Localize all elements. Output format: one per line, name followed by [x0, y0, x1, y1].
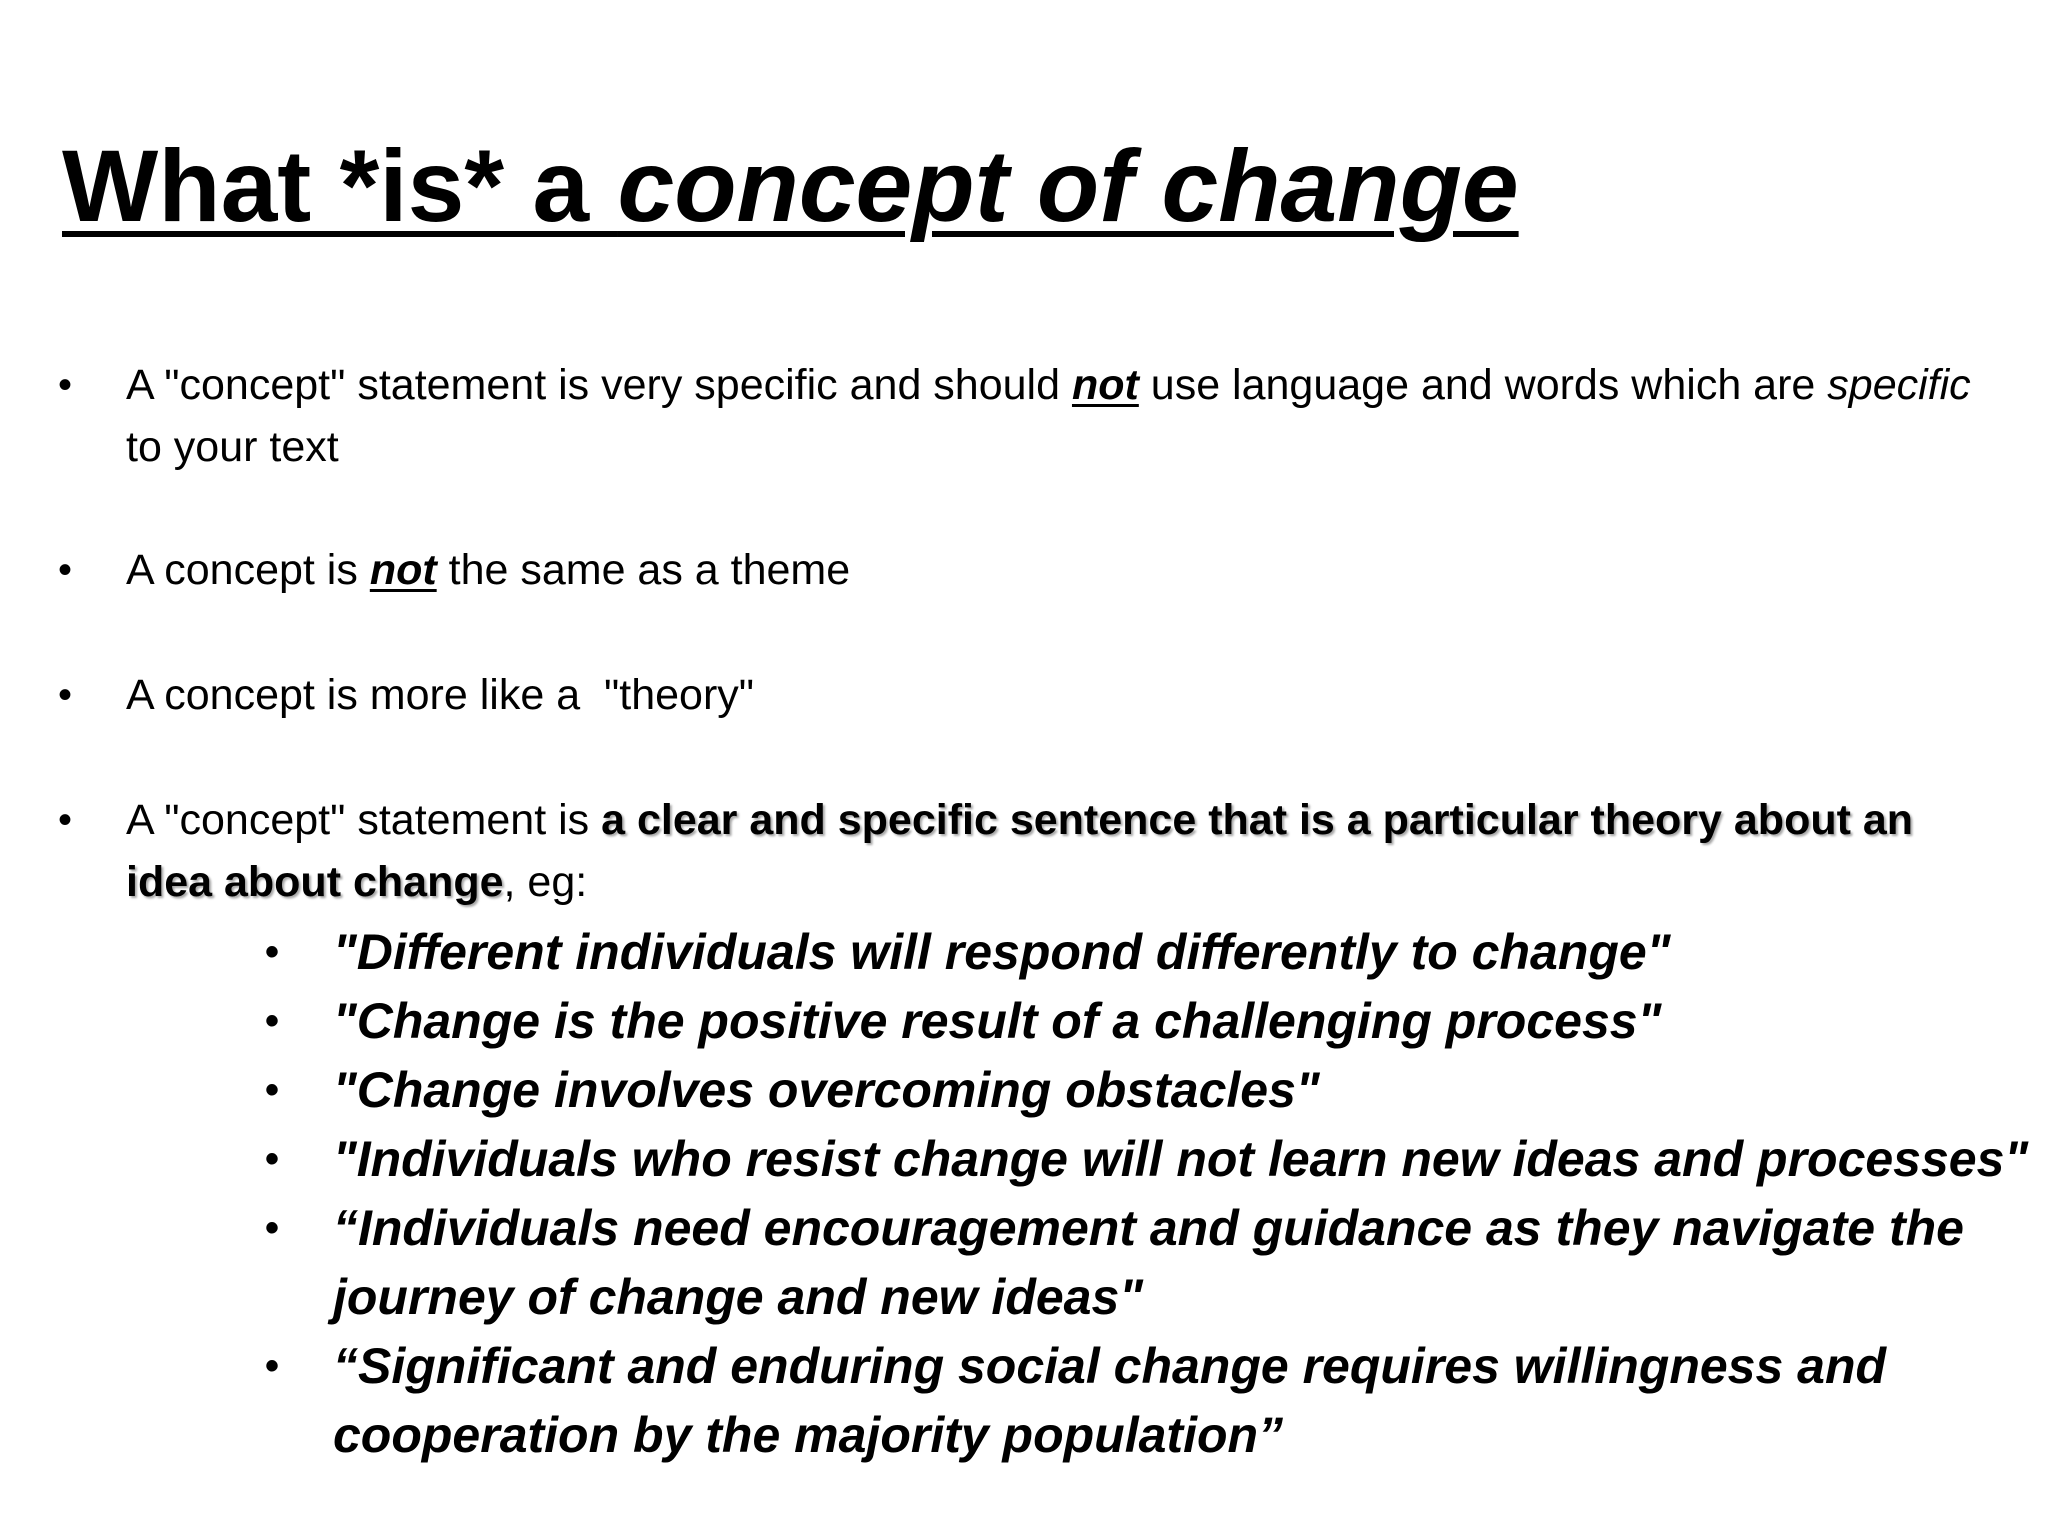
bullet-icon: •	[265, 999, 280, 1043]
bullet-item	[58, 789, 2006, 913]
example-item	[265, 1332, 2013, 1470]
highlighted-definition: a clear and specific sentence that is a particular theory about an idea about change	[126, 796, 1914, 906]
bullet-icon: •	[58, 363, 73, 407]
italic-word: specific	[1827, 361, 1971, 409]
title-text-italic: concept of change	[617, 129, 1519, 243]
emphasis-not: not	[369, 546, 437, 594]
bullet-text: A concept is	[126, 546, 370, 594]
example-text: "Change involves overcoming obstacles"	[333, 1062, 1320, 1118]
example-item	[265, 1056, 2033, 1125]
bullet-text: A "concept" statement is	[126, 796, 602, 844]
bullet-item	[58, 354, 2006, 478]
example-text: “Significant and enduring social change requires willingness and cooperation by the majority population”	[333, 1338, 1887, 1463]
example-item	[265, 987, 2033, 1056]
bullet-text: A "concept" statement is very specific and should	[126, 361, 1072, 409]
bullet-text: the same as a theme	[436, 546, 851, 594]
example-text: "Change is the positive result of a challenging process"	[333, 993, 1662, 1049]
bullet-icon: •	[265, 1068, 280, 1112]
bullet-icon: •	[265, 1344, 280, 1388]
bullet-icon: •	[58, 798, 73, 842]
example-text: "Individuals who resist change will not learn new ideas and processes"	[333, 1131, 2029, 1187]
example-item	[265, 1125, 2033, 1194]
bullet-icon: •	[58, 673, 73, 717]
example-item	[265, 918, 2033, 987]
example-text: “Individuals need encouragement and guidance as they navigate the journey of change and new ideas"	[333, 1200, 1964, 1325]
bullet-icon: •	[265, 1137, 280, 1181]
bullet-text: to your text	[126, 423, 339, 471]
bullet-icon: •	[58, 548, 73, 592]
bullet-text: , eg:	[503, 858, 588, 906]
emphasis-not: not	[1071, 361, 1139, 409]
example-text: "Different individuals will respond differently to change"	[333, 924, 1671, 980]
bullet-icon: •	[265, 930, 280, 974]
bullet-item	[58, 539, 2006, 601]
bullet-icon: •	[265, 1206, 280, 1250]
example-item	[265, 1194, 2013, 1332]
bullet-text: use language and words which are	[1138, 361, 1828, 409]
bullet-item	[58, 664, 2006, 726]
title-text-plain: What *is* a	[62, 129, 618, 243]
slide-title	[62, 128, 1519, 245]
bullet-text: A concept is more like a "theory"	[126, 671, 755, 719]
